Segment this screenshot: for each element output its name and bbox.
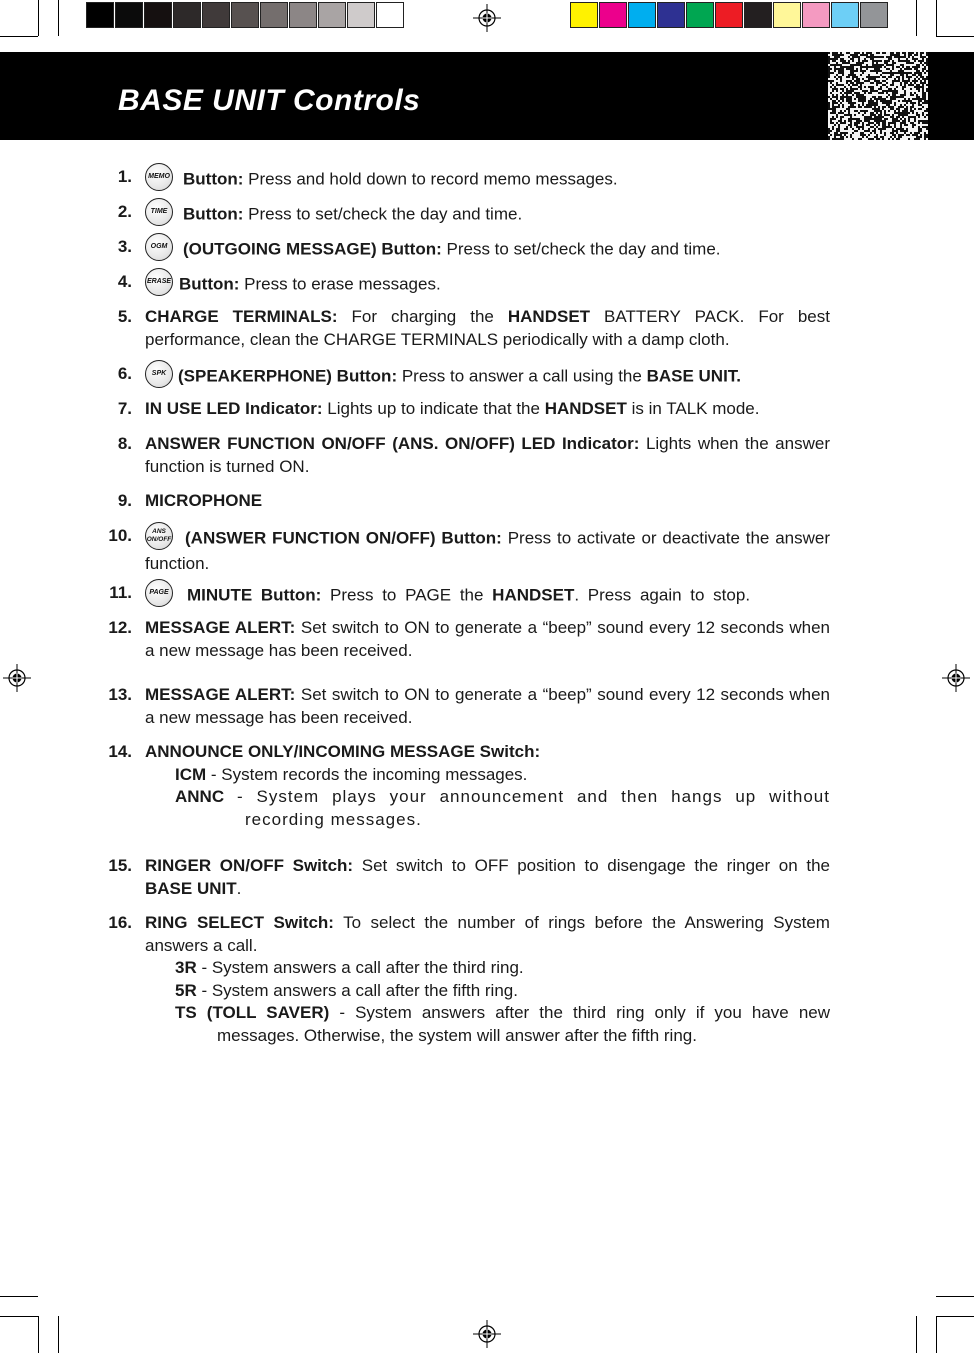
- item-text: To select the number of rings before the Answering System answers a call.: [145, 913, 830, 955]
- item-text: . Press again to stop.: [574, 585, 751, 605]
- registration-mark-bottom: [473, 1320, 501, 1348]
- sub-key: 3R: [175, 958, 197, 977]
- grayscale-swatch: [202, 2, 230, 28]
- sub-text: - System records the incoming messages.: [206, 764, 528, 784]
- sub-item-3r: [145, 957, 830, 980]
- grayscale-swatch: [231, 2, 259, 28]
- item-text: is in TALK mode.: [626, 399, 760, 418]
- item-number: 5.: [117, 307, 132, 326]
- item-number: 16.: [108, 913, 132, 932]
- sub-item-5r: [145, 980, 830, 1003]
- item-lead: CHARGE TERMINALS:: [145, 307, 338, 326]
- page-button-icon: PAGE: [145, 579, 173, 607]
- item-text: Press to erase messages.: [239, 274, 441, 294]
- list-item: [100, 166, 830, 201]
- ans-onoff-button-icon: [145, 522, 173, 550]
- ogm-button-icon: OGM: [145, 233, 173, 261]
- item-lead: RINGER ON/OFF Switch:: [145, 856, 354, 875]
- list-item: [100, 306, 830, 363]
- item-text: Press to PAGE the: [321, 585, 493, 605]
- list-item: [100, 855, 830, 912]
- erase-button-icon: ERASE: [145, 268, 173, 296]
- item-lead: MICROPHONE: [145, 491, 263, 510]
- grayscale-swatch: [260, 2, 288, 28]
- item-number: 4.: [117, 272, 132, 291]
- item-number: 6.: [117, 364, 132, 383]
- item-lead: Button:: [179, 274, 240, 294]
- item-text: .: [236, 878, 242, 898]
- list-item: [100, 271, 830, 306]
- item-lead: (ANSWER FUNCTION ON/OFF) Button:: [185, 528, 502, 548]
- process-swatch: [657, 2, 685, 28]
- item-number: 9.: [117, 491, 132, 510]
- item-number: 13.: [108, 685, 132, 704]
- list-item: [100, 582, 830, 617]
- process-swatch: [715, 2, 743, 28]
- process-swatch: [628, 2, 656, 28]
- item-bold: HANDSET: [492, 585, 575, 605]
- sub-text: - System answers after the third ring only if you have new messages. Otherwise, the system will answer after the fifth ring.: [217, 1003, 831, 1045]
- process-swatch: [802, 2, 830, 28]
- sub-text: - System answers a call after the fifth ring.: [196, 980, 518, 1000]
- process-swatch: [860, 2, 888, 28]
- sub-key: 5R: [175, 980, 197, 1000]
- grayscale-swatch: [318, 2, 346, 28]
- page-title: BASE UNIT Controls: [118, 84, 421, 117]
- item-lead: ANNOUNCE ONLY/INCOMING MESSAGE Switch:: [145, 742, 541, 761]
- item-text: Press and hold down to record memo messages.: [243, 169, 618, 189]
- process-swatch: [599, 2, 627, 28]
- item-lead: IN USE LED Indicator:: [145, 399, 323, 418]
- list-item: [100, 525, 830, 582]
- item-lead: Button:: [183, 169, 244, 189]
- grayscale-swatch: [173, 2, 201, 28]
- list-item: [100, 617, 830, 684]
- item-text: Set switch to OFF position to disengage the ringer on the: [353, 856, 830, 875]
- controls-list: [100, 166, 830, 1047]
- registration-mark-right: [942, 664, 970, 692]
- sub-item-annc: [145, 786, 830, 831]
- item-number: 11.: [109, 583, 132, 602]
- item-number: 1.: [117, 167, 132, 186]
- sub-key: ICM: [175, 764, 207, 784]
- item-lead: MINUTE Button:: [187, 585, 322, 605]
- process-swatch: [831, 2, 859, 28]
- item-text: Press to activate or deactivate the answer function.: [145, 528, 831, 573]
- item-number: 12.: [108, 618, 132, 637]
- item-lead: MESSAGE ALERT:: [145, 618, 296, 637]
- process-swatch: [773, 2, 801, 28]
- item-number: 8.: [117, 434, 132, 453]
- item-bold: HANDSET: [544, 399, 627, 418]
- item-text: Lights up to indicate that the: [322, 399, 545, 418]
- item-number: 10.: [108, 526, 132, 545]
- item-text: Lights when the answer function is turned ON.: [145, 434, 830, 476]
- sub-text: - System plays your announcement and then hangs up without recording messages.: [224, 787, 830, 829]
- item-lead: Button:: [183, 204, 244, 224]
- sub-key: ANNC: [175, 787, 225, 806]
- list-item: [100, 490, 830, 525]
- item-lead: (OUTGOING MESSAGE) Button:: [183, 239, 442, 259]
- item-bold: HANDSET: [507, 307, 591, 326]
- item-number: 3.: [117, 237, 132, 256]
- sub-text: - System answers a call after the third ring.: [196, 958, 524, 977]
- list-item: [100, 741, 830, 855]
- process-swatch: [570, 2, 598, 28]
- item-text: BATTERY PACK. For best performance, clean the CHARGE TERMINALS periodically with a damp cloth.: [145, 307, 830, 349]
- grayscale-swatch: [347, 2, 375, 28]
- list-item: [100, 201, 830, 236]
- item-text: Press to answer a call using the: [397, 366, 647, 386]
- item-text: Set switch to ON to generate a “beep” sound every 12 seconds when a new message has been received.: [145, 618, 831, 660]
- item-bold: BASE UNIT.: [646, 366, 742, 386]
- item-number: 14.: [108, 742, 132, 761]
- list-item: [100, 684, 830, 741]
- registration-mark-left: [3, 664, 31, 692]
- item-text: Press to set/check the day and time.: [243, 204, 523, 224]
- time-button-icon: TIME: [145, 198, 173, 226]
- item-text: Press to set/check the day and time.: [441, 239, 721, 259]
- spk-button-icon: SPK: [145, 360, 173, 388]
- item-bold: BASE UNIT: [145, 878, 237, 898]
- list-item: [100, 363, 830, 398]
- registration-mark-top: [473, 4, 501, 32]
- item-text: Set switch to ON to generate a “beep” sound every 12 seconds when a new message has been received.: [145, 685, 831, 727]
- icon-label-line: ON/OFF: [146, 536, 172, 543]
- grayscale-swatch: [115, 2, 143, 28]
- icon-label-line: ANS: [152, 528, 166, 535]
- list-item: [100, 433, 830, 490]
- item-lead: RING SELECT Switch:: [145, 913, 334, 932]
- sub-item-icm: [145, 764, 830, 787]
- process-swatch: [686, 2, 714, 28]
- item-number: 15.: [108, 856, 132, 875]
- process-swatch: [744, 2, 772, 28]
- grayscale-swatch: [144, 2, 172, 28]
- item-lead: MESSAGE ALERT:: [145, 685, 296, 704]
- grayscale-swatch: [86, 2, 114, 28]
- list-item: [100, 236, 830, 271]
- item-number: 7.: [117, 399, 132, 418]
- item-number: 2.: [117, 202, 132, 221]
- grayscale-swatch: [289, 2, 317, 28]
- sub-item-ts: [145, 1002, 830, 1047]
- item-lead: (SPEAKERPHONE) Button:: [178, 366, 398, 386]
- item-text: For charging the: [337, 307, 508, 326]
- noise-texture-icon: [828, 52, 928, 140]
- grayscale-swatch: [376, 2, 404, 28]
- list-item: [100, 912, 830, 1047]
- list-item: [100, 398, 830, 433]
- item-lead: ANSWER FUNCTION ON/OFF (ANS. ON/OFF) LED Indicator:: [145, 434, 640, 453]
- memo-button-icon: MEMO: [145, 163, 173, 191]
- sub-key: TS (TOLL SAVER): [175, 1003, 330, 1022]
